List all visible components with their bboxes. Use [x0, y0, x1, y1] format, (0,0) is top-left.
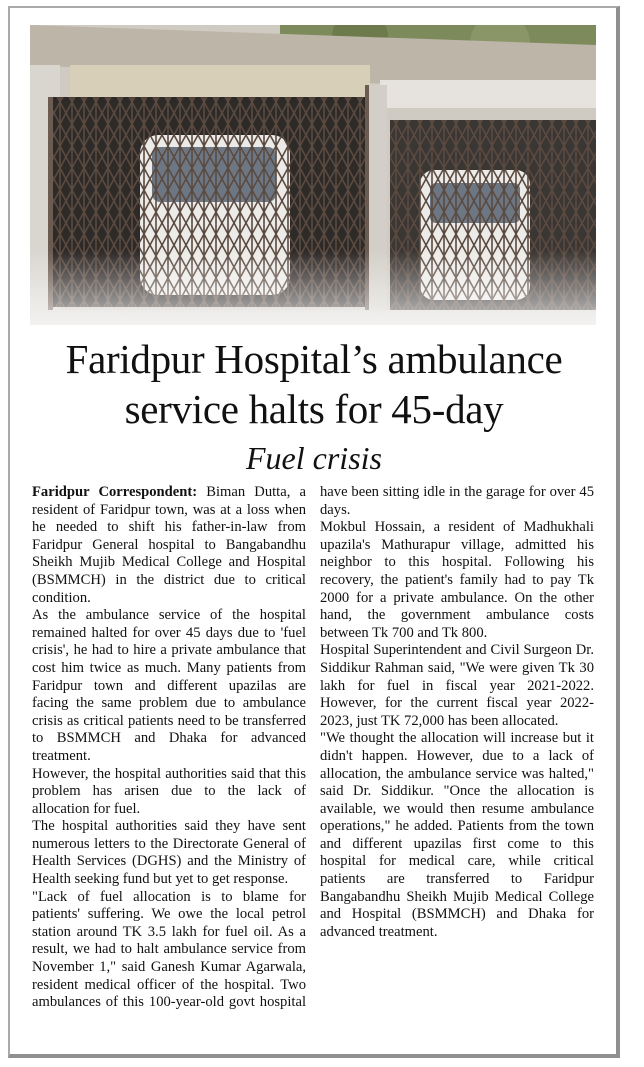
- byline: Faridpur Correspondent:: [32, 484, 198, 500]
- paragraph-8: "We thought the allocation will increase but it didn't happen. However, due to a lack of allocation, the ambulance service was halted," said Dr. Siddikur. "Once the allocation is available, we would then resume ambulance operations," he added. Patients from the town and different upazilas first come to this hospital for medical care, while critical patients are transferred to Faridpur Bangabandhu Sheikh Mujib Medical College and Hospital (BSMMCH) and Dhaka for advanced treatment.: [320, 730, 594, 940]
- headline-line-2: service halts for 45-day: [124, 386, 504, 432]
- paragraph-7: Hospital Superintendent and Civil Surgeon Dr. Siddikur Rahman said, "We were given Tk 30 lakh for fuel in fiscal year 2021-2022. However, for the current fiscal year 2022-2023, just TK 72,000 has been allocated.: [320, 642, 594, 729]
- subheadline: Fuel crisis: [246, 440, 382, 476]
- paragraph-1: Faridpur Correspondent: Biman Dutta, a resident of Faridpur town, was at a loss when he needed to shift his father-in-law from Faridpur General hospital to Bangabandhu Sheikh Mujib Medical College and Hospital (BSMMCH) in the district due to critical condition.: [32, 484, 306, 606]
- article-photo-ambulances-in-garage: [30, 25, 596, 325]
- headline: [14, 334, 614, 434]
- paragraph-2: As the ambulance service of the hospital remained halted for over 45 days due to 'fuel crisis', he had to hire a private ambulance that cost him twice as much. Many patients from Faridpur town and different upazilas are facing the same problem due to ambulance crisis as critical patients need to be transferred to BSMMCH and Dhaka for advanced treatment.: [32, 607, 306, 764]
- headline-line-1: Faridpur Hospital’s ambulance: [65, 336, 563, 382]
- paragraph-3: However, the hospital authorities said that this problem has arisen due to the lack of allocation for fuel.: [32, 765, 306, 817]
- article-body: [32, 484, 594, 1044]
- paragraph-4: The hospital authorities said they have sent numerous letters to the Directorate General of Health Services (DGHS) and the Ministry of Health seeking fund but yet to get response.: [32, 818, 306, 888]
- paragraph-6: Mokbul Hossain, a resident of Madhukhali upazila's Mathurapur village, admitted his neighbor to this hospital. Following his recovery, the patient's family had to pay Tk 2000 for a private ambulance. On the other hand, the government ambulance costs between Tk 700 and Tk 800.: [320, 519, 594, 641]
- paragraph-5: "Lack of fuel allocation is to blame for patients' suffering. We owe the local petrol station around TK 3.5 lakh for fuel oil. As a result, we had to halt ambulance service from November 1," said Ganesh Kumar Agarwala, resident medical officer of the hospital. Two ambulances of this 100-year-old govt hospital have been sitting idle in the garage for over 45 days.: [32, 484, 594, 1011]
